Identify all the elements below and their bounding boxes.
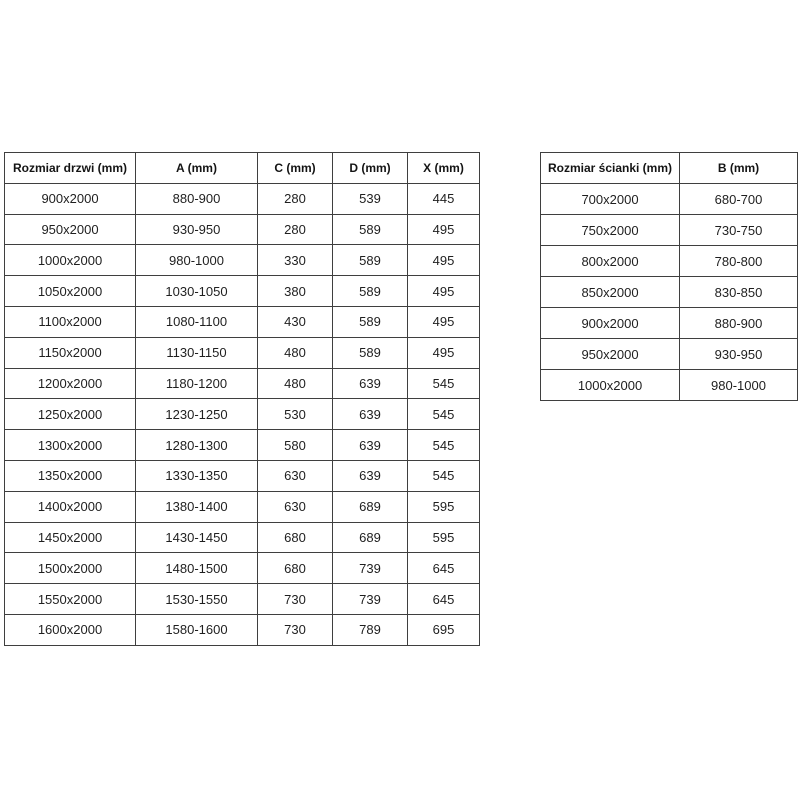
table-cell: 595 <box>408 491 480 522</box>
table-row <box>541 215 798 246</box>
table-cell: 1300x2000 <box>5 430 136 461</box>
table-cell: 739 <box>333 553 408 584</box>
table-cell: 800x2000 <box>541 246 680 277</box>
table-cell: 280 <box>258 214 333 245</box>
table-cell: 1230-1250 <box>136 399 258 430</box>
table-cell: 539 <box>333 183 408 214</box>
table-cell: 850x2000 <box>541 277 680 308</box>
table-cell: 495 <box>408 337 480 368</box>
table-row <box>5 337 480 368</box>
door-size-table <box>4 152 480 646</box>
table-cell: 1480-1500 <box>136 553 258 584</box>
table-cell: 589 <box>333 276 408 307</box>
table-cell: 1050x2000 <box>5 276 136 307</box>
table-cell: 900x2000 <box>5 183 136 214</box>
wall-table-header-size: Rozmiar ścianki (mm) <box>541 153 680 184</box>
table-cell: 1350x2000 <box>5 460 136 491</box>
table-row <box>541 184 798 215</box>
table-cell: 1150x2000 <box>5 337 136 368</box>
wall-size-table <box>540 152 798 401</box>
table-cell: 789 <box>333 614 408 645</box>
table-cell: 680 <box>258 522 333 553</box>
table-row <box>541 370 798 401</box>
table-cell: 750x2000 <box>541 215 680 246</box>
table-cell: 630 <box>258 460 333 491</box>
table-cell: 639 <box>333 368 408 399</box>
table-cell: 1200x2000 <box>5 368 136 399</box>
table-cell: 830-850 <box>680 277 798 308</box>
table-cell: 1280-1300 <box>136 430 258 461</box>
table-cell: 695 <box>408 614 480 645</box>
table-cell: 700x2000 <box>541 184 680 215</box>
table-row <box>5 553 480 584</box>
door-table-header-x: X (mm) <box>408 153 480 184</box>
table-cell: 880-900 <box>136 183 258 214</box>
table-row <box>5 276 480 307</box>
table-cell: 480 <box>258 337 333 368</box>
table-cell: 545 <box>408 368 480 399</box>
table-row <box>5 614 480 645</box>
table-cell: 495 <box>408 306 480 337</box>
table-row <box>5 584 480 615</box>
table-cell: 595 <box>408 522 480 553</box>
table-cell: 930-950 <box>136 214 258 245</box>
table-cell: 680 <box>258 553 333 584</box>
table-cell: 545 <box>408 430 480 461</box>
table-row <box>5 460 480 491</box>
table-row <box>5 430 480 461</box>
table-cell: 1330-1350 <box>136 460 258 491</box>
table-cell: 645 <box>408 553 480 584</box>
table-cell: 680-700 <box>680 184 798 215</box>
table-cell: 880-900 <box>680 308 798 339</box>
table-cell: 1600x2000 <box>5 614 136 645</box>
table-cell: 980-1000 <box>680 370 798 401</box>
table-cell: 1250x2000 <box>5 399 136 430</box>
table-row <box>541 246 798 277</box>
table-cell: 1130-1150 <box>136 337 258 368</box>
table-cell: 730 <box>258 614 333 645</box>
table-cell: 330 <box>258 245 333 276</box>
table-cell: 1530-1550 <box>136 584 258 615</box>
table-cell: 589 <box>333 306 408 337</box>
table-cell: 730 <box>258 584 333 615</box>
table-cell: 1580-1600 <box>136 614 258 645</box>
table-cell: 689 <box>333 491 408 522</box>
table-cell: 1000x2000 <box>541 370 680 401</box>
door-table-body <box>5 183 480 645</box>
table-row <box>541 308 798 339</box>
table-cell: 900x2000 <box>541 308 680 339</box>
table-row <box>541 339 798 370</box>
table-row <box>5 491 480 522</box>
table-cell: 495 <box>408 276 480 307</box>
door-table-header-size: Rozmiar drzwi (mm) <box>5 153 136 184</box>
door-table-header-row <box>5 153 480 184</box>
table-cell: 1430-1450 <box>136 522 258 553</box>
table-cell: 630 <box>258 491 333 522</box>
door-table-header-a: A (mm) <box>136 153 258 184</box>
table-cell: 445 <box>408 183 480 214</box>
table-cell: 495 <box>408 245 480 276</box>
table-cell: 589 <box>333 337 408 368</box>
table-cell: 1100x2000 <box>5 306 136 337</box>
table-cell: 1550x2000 <box>5 584 136 615</box>
table-cell: 480 <box>258 368 333 399</box>
table-cell: 495 <box>408 214 480 245</box>
table-cell: 1000x2000 <box>5 245 136 276</box>
table-cell: 380 <box>258 276 333 307</box>
wall-table-body <box>541 184 798 401</box>
table-cell: 280 <box>258 183 333 214</box>
table-row <box>5 183 480 214</box>
door-table-header-c: C (mm) <box>258 153 333 184</box>
table-row <box>5 522 480 553</box>
table-cell: 589 <box>333 245 408 276</box>
table-row <box>5 306 480 337</box>
table-cell: 545 <box>408 460 480 491</box>
table-cell: 1180-1200 <box>136 368 258 399</box>
table-cell: 545 <box>408 399 480 430</box>
table-cell: 1030-1050 <box>136 276 258 307</box>
table-row <box>5 368 480 399</box>
table-cell: 639 <box>333 430 408 461</box>
table-cell: 739 <box>333 584 408 615</box>
table-cell: 730-750 <box>680 215 798 246</box>
table-cell: 980-1000 <box>136 245 258 276</box>
table-row <box>541 277 798 308</box>
table-cell: 645 <box>408 584 480 615</box>
table-cell: 950x2000 <box>5 214 136 245</box>
table-row <box>5 399 480 430</box>
table-cell: 1500x2000 <box>5 553 136 584</box>
wall-table-header-row <box>541 153 798 184</box>
table-cell: 530 <box>258 399 333 430</box>
door-table-header-d: D (mm) <box>333 153 408 184</box>
wall-table-header-b: B (mm) <box>680 153 798 184</box>
table-cell: 930-950 <box>680 339 798 370</box>
table-cell: 1080-1100 <box>136 306 258 337</box>
table-cell: 580 <box>258 430 333 461</box>
table-cell: 689 <box>333 522 408 553</box>
table-row <box>5 214 480 245</box>
table-cell: 430 <box>258 306 333 337</box>
table-row <box>5 245 480 276</box>
table-cell: 589 <box>333 214 408 245</box>
table-cell: 639 <box>333 399 408 430</box>
table-cell: 1400x2000 <box>5 491 136 522</box>
table-cell: 780-800 <box>680 246 798 277</box>
table-cell: 950x2000 <box>541 339 680 370</box>
table-cell: 639 <box>333 460 408 491</box>
table-cell: 1450x2000 <box>5 522 136 553</box>
table-cell: 1380-1400 <box>136 491 258 522</box>
